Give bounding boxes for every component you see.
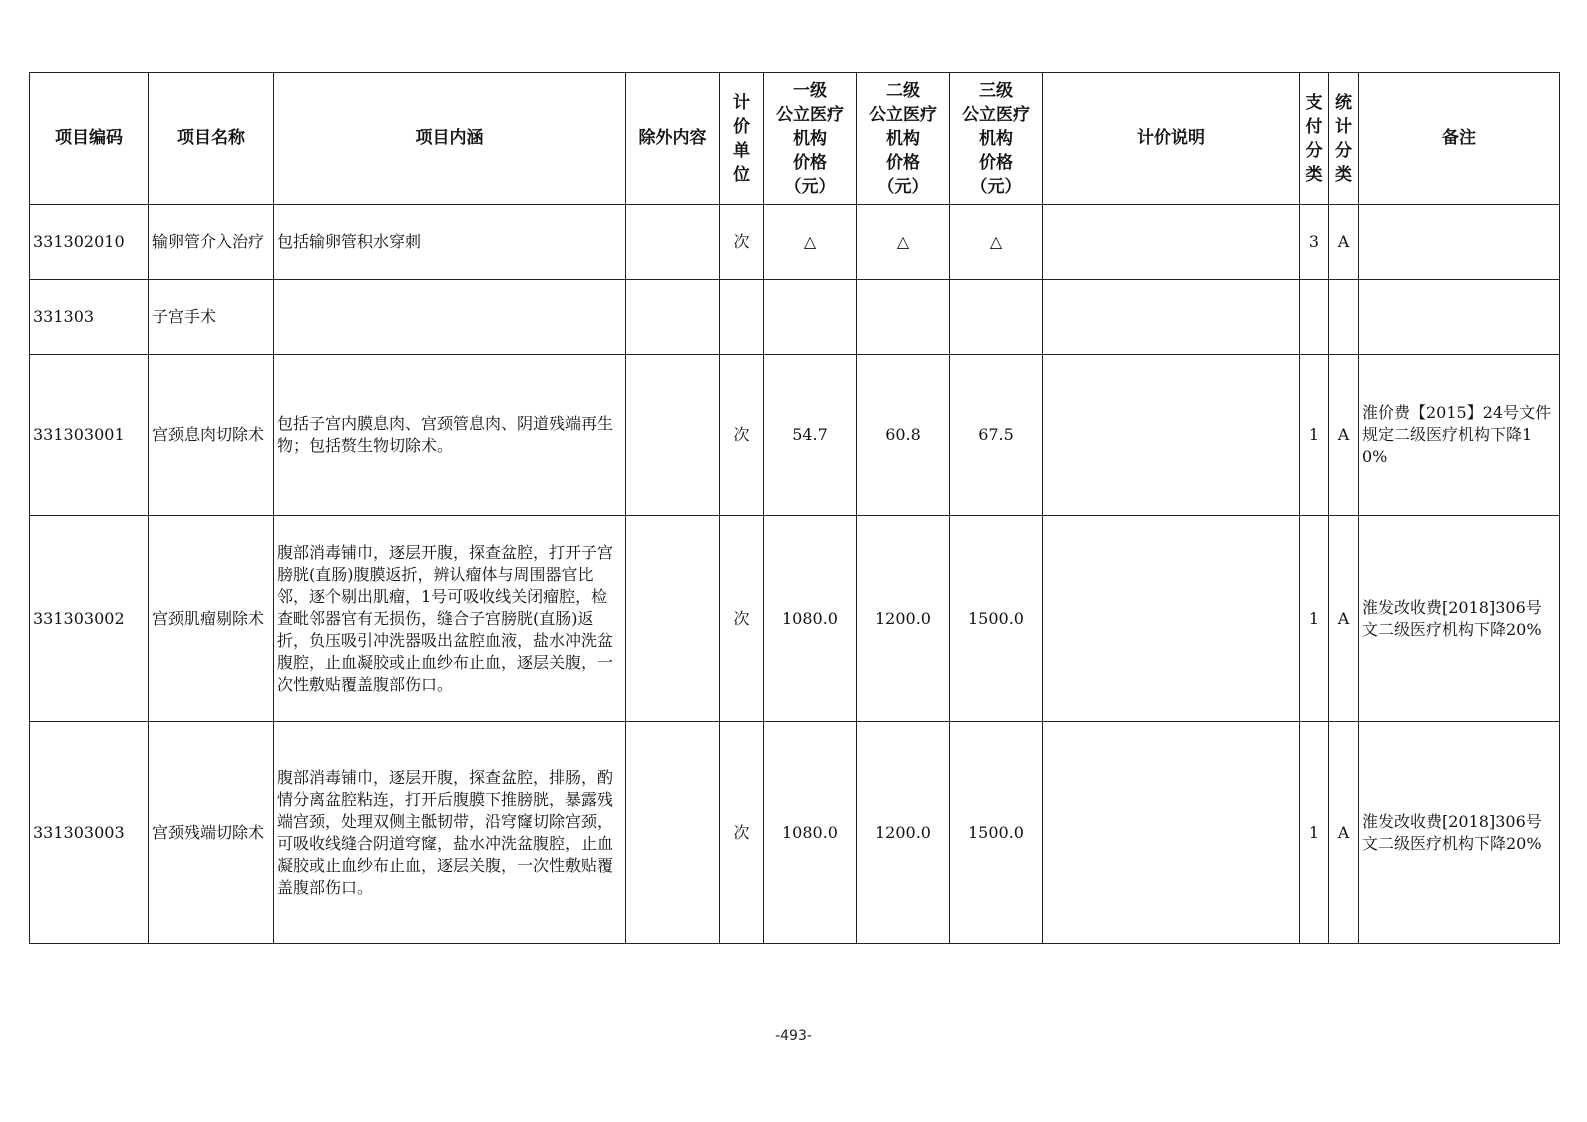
header-pricing-note: 计价说明	[1043, 73, 1300, 205]
cell-unit: 次	[720, 355, 764, 516]
cell-price-level2: 1200.0	[857, 722, 950, 944]
cell-stat-category	[1329, 280, 1359, 355]
header-level3-price	[950, 73, 1043, 205]
header-row	[30, 73, 1560, 205]
cell-price-level3	[950, 280, 1043, 355]
cell-pricing-note	[1043, 355, 1300, 516]
table-row	[30, 722, 1560, 944]
header-stat-char: 类	[1335, 164, 1352, 185]
cell-name: 宫颈息肉切除术	[149, 355, 274, 516]
cell-price-level3: 1500.0	[950, 722, 1043, 944]
header-content: 项目内涵	[274, 73, 626, 205]
header-level1-line: 一级	[793, 80, 827, 101]
cell-name: 子宫手术	[149, 280, 274, 355]
cell-payment-category	[1300, 280, 1329, 355]
header-unit-char: 位	[733, 164, 750, 185]
header-stat-char: 分	[1335, 140, 1352, 161]
header-level1-line: 价格	[793, 152, 827, 173]
cell-price-level1	[764, 280, 857, 355]
cell-content	[274, 280, 626, 355]
cell-price-level1: 1080.0	[764, 516, 857, 722]
header-unit	[720, 73, 764, 205]
cell-payment-category: 1	[1300, 722, 1329, 944]
cell-remarks: 淮发改收费[2018]306号文二级医疗机构下降20%	[1359, 516, 1560, 722]
header-unit-char: 单	[733, 140, 750, 161]
cell-price-level2: 60.8	[857, 355, 950, 516]
header-level1-line: （元）	[784, 176, 836, 197]
cell-exclusions	[626, 205, 720, 280]
cell-exclusions	[626, 280, 720, 355]
cell-code: 331303002	[30, 516, 149, 722]
cell-remarks	[1359, 280, 1560, 355]
cell-stat-category: A	[1329, 205, 1359, 280]
cell-remarks: 淮发改收费[2018]306号文二级医疗机构下降20%	[1359, 722, 1560, 944]
cell-pricing-note	[1043, 205, 1300, 280]
cell-unit: 次	[720, 205, 764, 280]
cell-pricing-note	[1043, 516, 1300, 722]
header-name: 项目名称	[149, 73, 274, 205]
price-table	[29, 72, 1560, 944]
header-payment-category	[1300, 73, 1329, 205]
cell-code: 331302010	[30, 205, 149, 280]
header-level1-line: 机构	[793, 128, 827, 149]
cell-price-level2: 1200.0	[857, 516, 950, 722]
header-level2-line: （元）	[877, 176, 929, 197]
header-stat-category	[1329, 73, 1359, 205]
header-level2-line: 二级	[886, 80, 920, 101]
cell-payment-category: 3	[1300, 205, 1329, 280]
cell-name: 宫颈残端切除术	[149, 722, 274, 944]
cell-code: 331303003	[30, 722, 149, 944]
header-level3-line: 机构	[979, 128, 1013, 149]
header-level2-line: 公立医疗	[869, 104, 937, 125]
cell-name: 宫颈肌瘤剔除术	[149, 516, 274, 722]
cell-stat-category: A	[1329, 355, 1359, 516]
header-remarks: 备注	[1359, 73, 1560, 205]
cell-exclusions	[626, 722, 720, 944]
cell-unit: 次	[720, 722, 764, 944]
header-payment-char: 类	[1305, 164, 1323, 185]
header-level3-line: （元）	[970, 176, 1022, 197]
header-level3-line: 三级	[979, 80, 1013, 101]
header-level1-line: 公立医疗	[776, 104, 844, 125]
cell-remarks	[1359, 205, 1560, 280]
cell-price-level3: 67.5	[950, 355, 1043, 516]
cell-unit	[720, 280, 764, 355]
table-row	[30, 516, 1560, 722]
header-level2-price	[857, 73, 950, 205]
header-payment-char: 支	[1305, 92, 1323, 113]
cell-price-level3: 1500.0	[950, 516, 1043, 722]
header-code: 项目编码	[30, 73, 149, 205]
cell-content: 包括子宫内膜息肉、宫颈管息肉、阴道残端再生物；包括赘生物切除术。	[274, 355, 626, 516]
cell-pricing-note	[1043, 722, 1300, 944]
cell-code: 331303	[30, 280, 149, 355]
cell-exclusions	[626, 516, 720, 722]
cell-price-level3: △	[950, 205, 1043, 280]
cell-content: 包括输卵管积水穿刺	[274, 205, 626, 280]
cell-pricing-note	[1043, 280, 1300, 355]
cell-price-level2: △	[857, 205, 950, 280]
cell-stat-category: A	[1329, 722, 1359, 944]
header-stat-char: 统	[1335, 92, 1352, 113]
header-unit-char: 计	[733, 92, 750, 113]
header-level3-line: 公立医疗	[962, 104, 1030, 125]
cell-price-level1: 1080.0	[764, 722, 857, 944]
page-number: -493-	[775, 1028, 812, 1044]
cell-exclusions	[626, 355, 720, 516]
table-row	[30, 205, 1560, 280]
header-unit-char: 价	[733, 116, 750, 137]
cell-payment-category: 1	[1300, 516, 1329, 722]
cell-name: 输卵管介入治疗	[149, 205, 274, 280]
header-exclusions: 除外内容	[626, 73, 720, 205]
header-level2-line: 机构	[886, 128, 920, 149]
table-row	[30, 280, 1560, 355]
cell-content: 腹部消毒铺巾，逐层开腹，探查盆腔，打开子宫膀胱(直肠)腹膜返折，辨认瘤体与周围器官比邻，逐个剔出肌瘤，1号可吸收线关闭瘤腔，检查毗邻器官有无损伤，缝合子宫膀胱(直肠)返折，负压吸引冲洗器吸出盆腔血液，盐水冲洗盆腹腔，止血凝胶或止血纱布止血，逐层关腹，一次性敷贴覆盖腹部伤口。	[274, 516, 626, 722]
cell-price-level1: △	[764, 205, 857, 280]
header-level1-price	[764, 73, 857, 205]
cell-content: 腹部消毒铺巾，逐层开腹，探查盆腔，排肠，酌情分离盆腔粘连，打开后腹膜下推膀胱，暴露残端宫颈，处理双侧主骶韧带，沿穹窿切除宫颈，可吸收线缝合阴道穹窿，盐水冲洗盆腹腔，止血凝胶或止血纱布止血，逐层关腹，一次性敷贴覆盖腹部伤口。	[274, 722, 626, 944]
cell-remarks: 淮价费【2015】24号文件规定二级医疗机构下降10%	[1359, 355, 1560, 516]
cell-price-level1: 54.7	[764, 355, 857, 516]
header-level2-line: 价格	[886, 152, 920, 173]
table-row	[30, 355, 1560, 516]
header-stat-char: 计	[1335, 116, 1352, 137]
cell-payment-category: 1	[1300, 355, 1329, 516]
header-payment-char: 付	[1305, 116, 1323, 137]
header-level3-line: 价格	[979, 152, 1013, 173]
cell-price-level2	[857, 280, 950, 355]
cell-stat-category: A	[1329, 516, 1359, 722]
cell-unit: 次	[720, 516, 764, 722]
header-payment-char: 分	[1305, 140, 1323, 161]
cell-code: 331303001	[30, 355, 149, 516]
